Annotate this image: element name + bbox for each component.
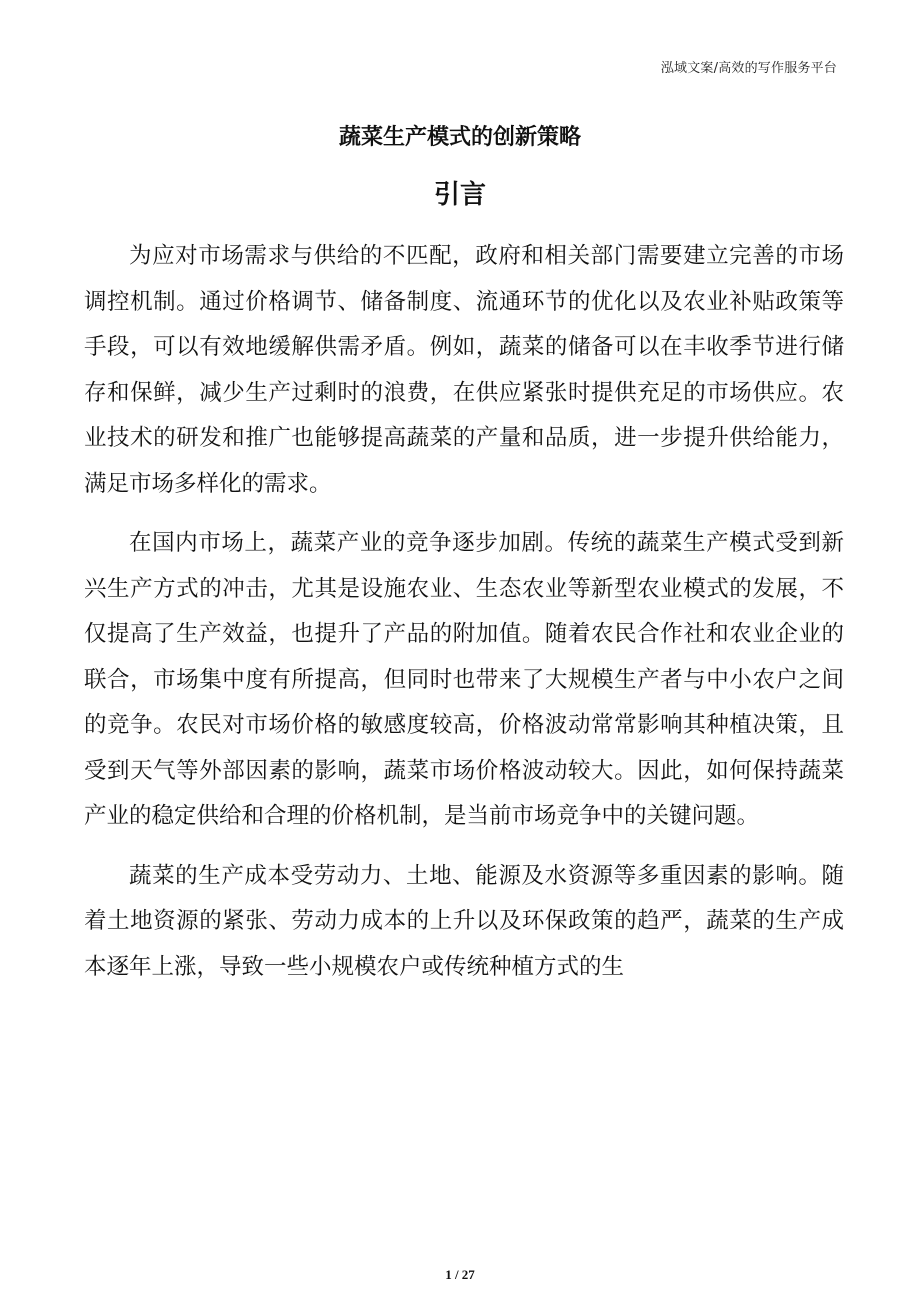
page-number: 1 / 27: [445, 1267, 475, 1282]
paragraph-market-competition: 在国内市场上，蔬菜产业的竞争逐步加剧。传统的蔬菜生产模式受到新兴生产方式的冲击，尤其是设施农业、生态农业等新型农业模式的发展，不仅提高了生产效益，也提升了产品的附加值。随着农民合作社和农业企业的联合，市场集中度有所提高，但同时也带来了大规模生产者与中小农户之间的竞争。农民对市场价格的敏感度较高，价格波动常常影响其种植决策，且受到天气等外部因素的影响，蔬菜市场价格波动较大。因此，如何保持蔬菜产业的稳定供给和合理的价格机制，是当前市场竞争中的关键问题。: [84, 530, 844, 829]
paragraph-production-cost: 蔬菜的生产成本受劳动力、土地、能源及水资源等多重因素的影响。随着土地资源的紧张、劳动力成本的上升以及环保政策的趋严，蔬菜的生产成本逐年上涨，导致一些小规模农户或传统种植方式的生: [84, 862, 844, 980]
paragraph-supply-demand: 为应对市场需求与供给的不匹配，政府和相关部门需要建立完善的市场调控机制。通过价格调节、储备制度、流通环节的优化以及农业补贴政策等手段，可以有效地缓解供需矛盾。例如，蔬菜的储备可以在丰收季节进行储存和保鲜，减少生产过剩时的浪费，在供应紧张时提供充足的市场供应。农业技术的研发和推广也能够提高蔬菜的产量和品质，进一步提升供给能力，满足市场多样化的需求。: [84, 243, 844, 497]
document-title: 蔬菜生产模式的创新策略: [338, 125, 581, 150]
document-body: [84, 234, 844, 1004]
section-heading-introduction: 引言: [433, 180, 486, 210]
header-site-name: 泓域文案/高效的写作服务平台: [660, 61, 837, 76]
